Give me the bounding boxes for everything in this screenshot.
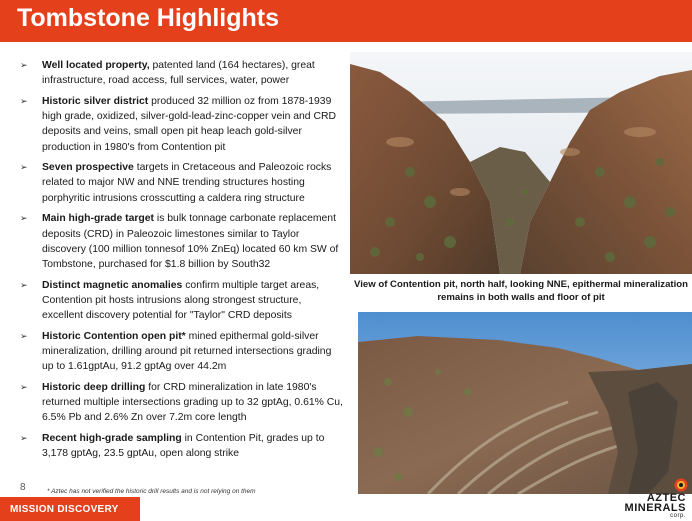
bullet-heading: Main high-grade target — [42, 213, 154, 225]
bullet-text: patented land (164 hectares), great infrastructure, road access, full services, water, power — [42, 60, 315, 87]
arrow-bullet-icon: ➢ — [20, 162, 28, 173]
arrow-bullet-icon: ➢ — [20, 279, 28, 290]
bullet-text: produced 32 million oz from 1878-1939 high grade, oxidized, silver-gold-lead-zinc-copper vein and CRD deposits and veins, small open pit heap leach gold-silver production in 1980's from Contention pit — [42, 95, 336, 153]
logo-line-2: MINERALS — [624, 502, 686, 514]
aztec-minerals-logo — [620, 478, 692, 521]
bullet-text: in Contention Pit, grades up to 3,178 gptAg, 23.5 gptAu, open along strike — [42, 432, 325, 460]
list-item — [20, 380, 345, 426]
bullet-text: for CRD mineralization in late 1980's returned multiple intersections grading up to 32 gptAg, 0.61% Cu, 6.5% Pb and 2.6% Zn over 7.2m core length — [42, 381, 343, 424]
arrow-bullet-icon: ➢ — [20, 381, 28, 392]
arrow-bullet-icon: ➢ — [20, 432, 28, 443]
bullet-heading: Historic Contention open pit* — [42, 330, 186, 342]
bullet-heading: Seven prospective — [42, 162, 134, 174]
list-item — [20, 329, 345, 375]
page-number: 8 — [20, 482, 26, 493]
list-item — [20, 94, 345, 155]
list-item — [20, 58, 345, 88]
bullet-text: mined epithermal gold-silver mineralization, drilling around pit returned intersections grading up to 1.61gptAu, 91.2 gptAg over 44.2m — [42, 330, 332, 373]
arrow-bullet-icon: ➢ — [20, 213, 28, 224]
list-item — [20, 431, 345, 461]
highlights-list — [20, 58, 345, 467]
slide-title: Tombstone Highlights — [17, 4, 280, 32]
bullet-heading: Distinct magnetic anomalies — [42, 279, 183, 291]
footer-label: MISSION DISCOVERY — [10, 504, 119, 515]
list-item — [20, 160, 345, 206]
bullet-heading: Historic deep drilling — [42, 381, 146, 393]
pit-wall-photo — [358, 312, 692, 494]
bullet-heading: Well located property, — [42, 60, 150, 71]
footnote: * Aztec has not verified the historic drill results and is not relying on them — [47, 488, 256, 495]
bullet-text: confirm multiple target areas, Contention pit hosts intrusions along strongest structure, excellent discovery potential for "Taylor" CRD deposits — [42, 279, 320, 322]
logo-line-1: AZTEC — [646, 492, 686, 504]
arrow-bullet-icon: ➢ — [20, 60, 28, 70]
bullet-text: is bulk tonnage carbonate replacement deposits (CRD) in Paleozoic limestones similar to Taylor discovery (100 million tonnesof 10% ZnEq) located 60 km SW of Tombstone, purchased for $1.8 billion by South32 — [42, 213, 339, 270]
list-item — [20, 278, 345, 324]
logo-line-3: corp. — [670, 513, 686, 519]
sun-emblem-icon — [672, 478, 690, 492]
list-item — [20, 211, 345, 272]
bullet-heading: Historic silver district — [42, 95, 149, 107]
contention-pit-photo — [350, 52, 692, 274]
arrow-bullet-icon: ➢ — [20, 330, 28, 341]
arrow-bullet-icon: ➢ — [20, 95, 28, 106]
bullet-text: targets in Cretaceous and Paleozoic rocks related to major NW and NNE trending structures hosting porphyritic intrusions crosscutting a caldera ring structure — [42, 162, 332, 204]
bullet-heading: Recent high-grade sampling — [42, 432, 182, 444]
photo-caption: View of Contention pit, north half, looking NNE, epithermal mineralization remains in both walls and floor of pit — [353, 279, 689, 303]
